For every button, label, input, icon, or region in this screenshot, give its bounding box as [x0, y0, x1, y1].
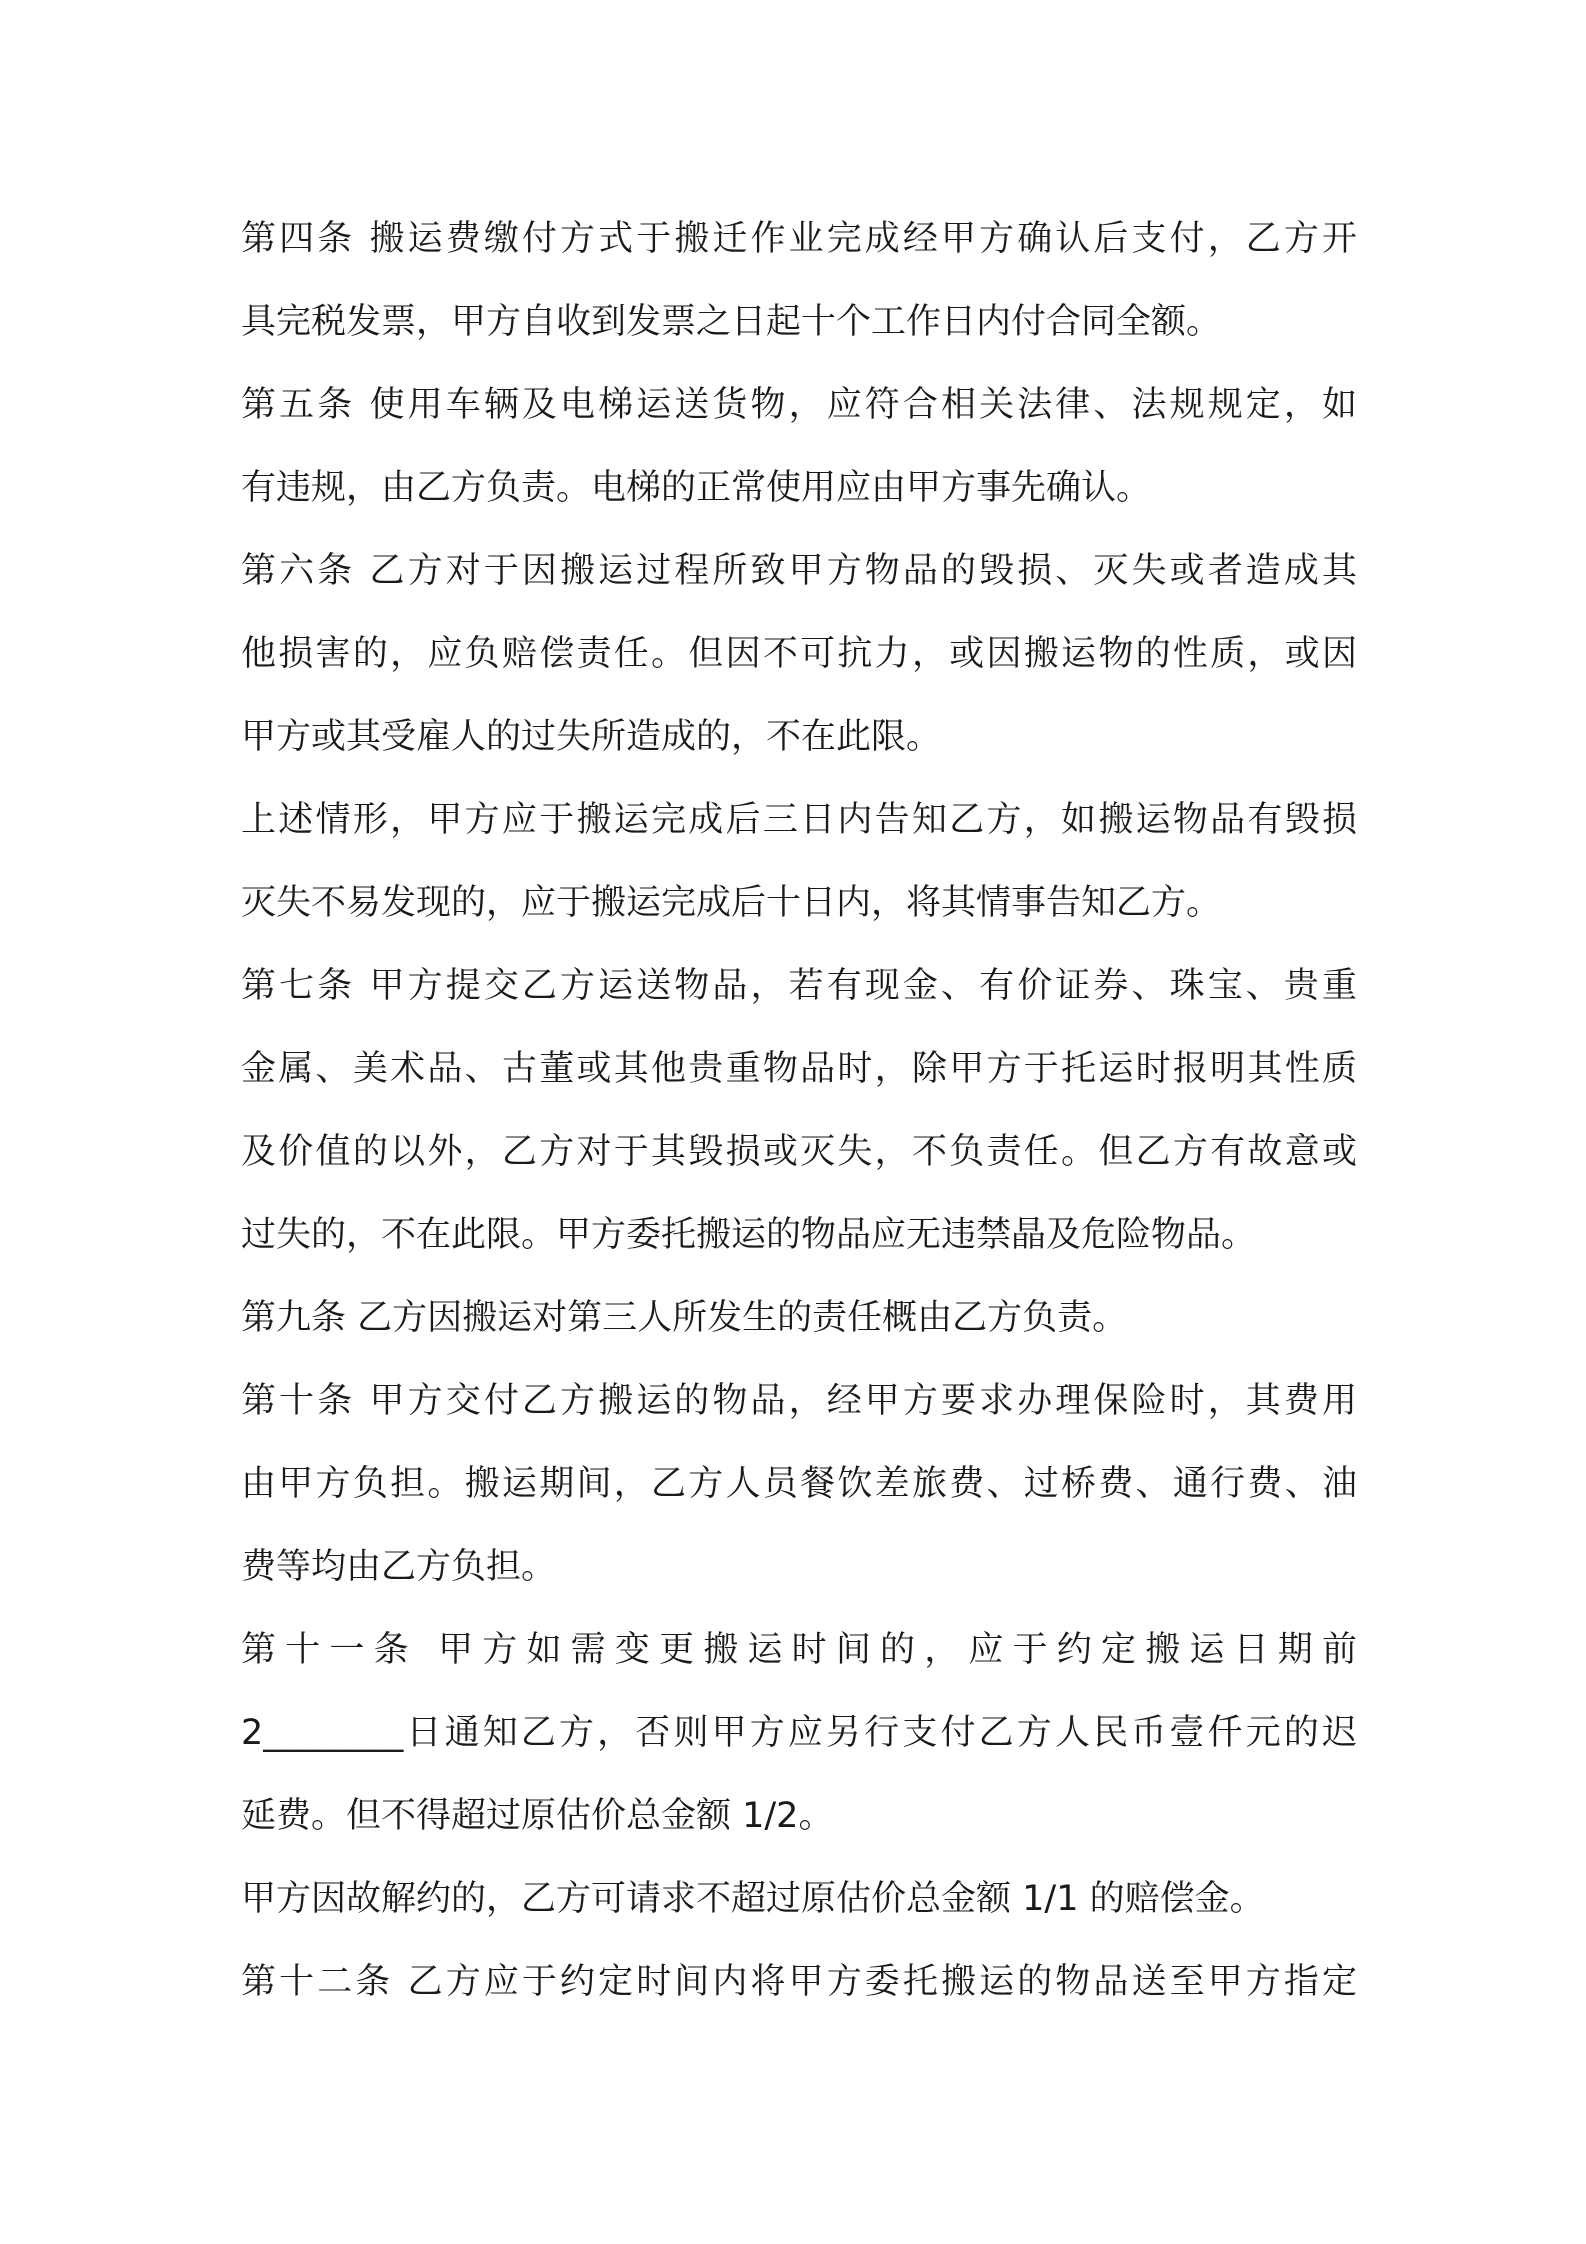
text-line: 及价值的以外，乙方对于其毁损或灭失，不负责任。但乙方有故意或 [241, 1132, 1357, 1172]
text-line: 第九条 乙方因搬运对第三人所发生的责任概由乙方负责。 [241, 1298, 1128, 1338]
text-line: 第十条 甲方交付乙方搬运的物品，经甲方要求办理保险时，其费用 [241, 1381, 1357, 1421]
contract-text-body [241, 198, 1357, 2024]
text-line: 第十一条 甲方如需变更搬运时间的，应于约定搬运日期前 [241, 1630, 1357, 1670]
text-line: 第六条 乙方对于因搬运过程所致甲方物品的毁损、灭失或者造成其 [241, 551, 1357, 591]
text-line: 灭失不易发现的，应于搬运完成后十日内，将其情事告知乙方。 [241, 883, 1222, 923]
text-line: 第十二条 乙方应于约定时间内将甲方委托搬运的物品送至甲方指定 [241, 1962, 1357, 2002]
text-line: 上述情形，甲方应于搬运完成后三日内告知乙方，如搬运物品有毁损 [241, 800, 1357, 840]
text-line: 第七条 甲方提交乙方运送物品，若有现金、有价证券、珠宝、贵重 [241, 966, 1357, 1006]
text-line: 第五条 使用车辆及电梯运送货物，应符合相关法律、法规规定，如 [241, 385, 1357, 425]
text-line: 由甲方负担。搬运期间，乙方人员餐饮差旅费、过桥费、通行费、油 [241, 1464, 1357, 1504]
text-line: 第四条 搬运费缴付方式于搬迁作业完成经甲方确认后支付，乙方开 [241, 219, 1357, 259]
text-line: 2________日通知乙方，否则甲方应另行支付乙方人民币壹仟元的迟 [241, 1713, 1357, 1753]
text-line: 甲方因故解约的，乙方可请求不超过原估价总金额 1/1 的赔偿金。 [241, 1879, 1265, 1919]
text-line: 有违规，由乙方负责。电梯的正常使用应由甲方事先确认。 [241, 468, 1152, 508]
text-line: 过失的，不在此限。甲方委托搬运的物品应无违禁晶及危险物品。 [241, 1215, 1257, 1255]
text-line: 他损害的，应负赔偿责任。但因不可抗力，或因搬运物的性质，或因 [241, 634, 1357, 674]
text-line: 具完税发票，甲方自收到发票之日起十个工作日内付合同全额。 [241, 302, 1222, 342]
text-line: 延费。但不得超过原估价总金额 1/2。 [241, 1796, 834, 1836]
text-line: 甲方或其受雇人的过失所造成的，不在此限。 [241, 717, 942, 757]
text-line: 金属、美术品、古董或其他贵重物品时，除甲方于托运时报明其性质 [241, 1049, 1357, 1089]
text-line: 费等均由乙方负担。 [241, 1547, 557, 1587]
